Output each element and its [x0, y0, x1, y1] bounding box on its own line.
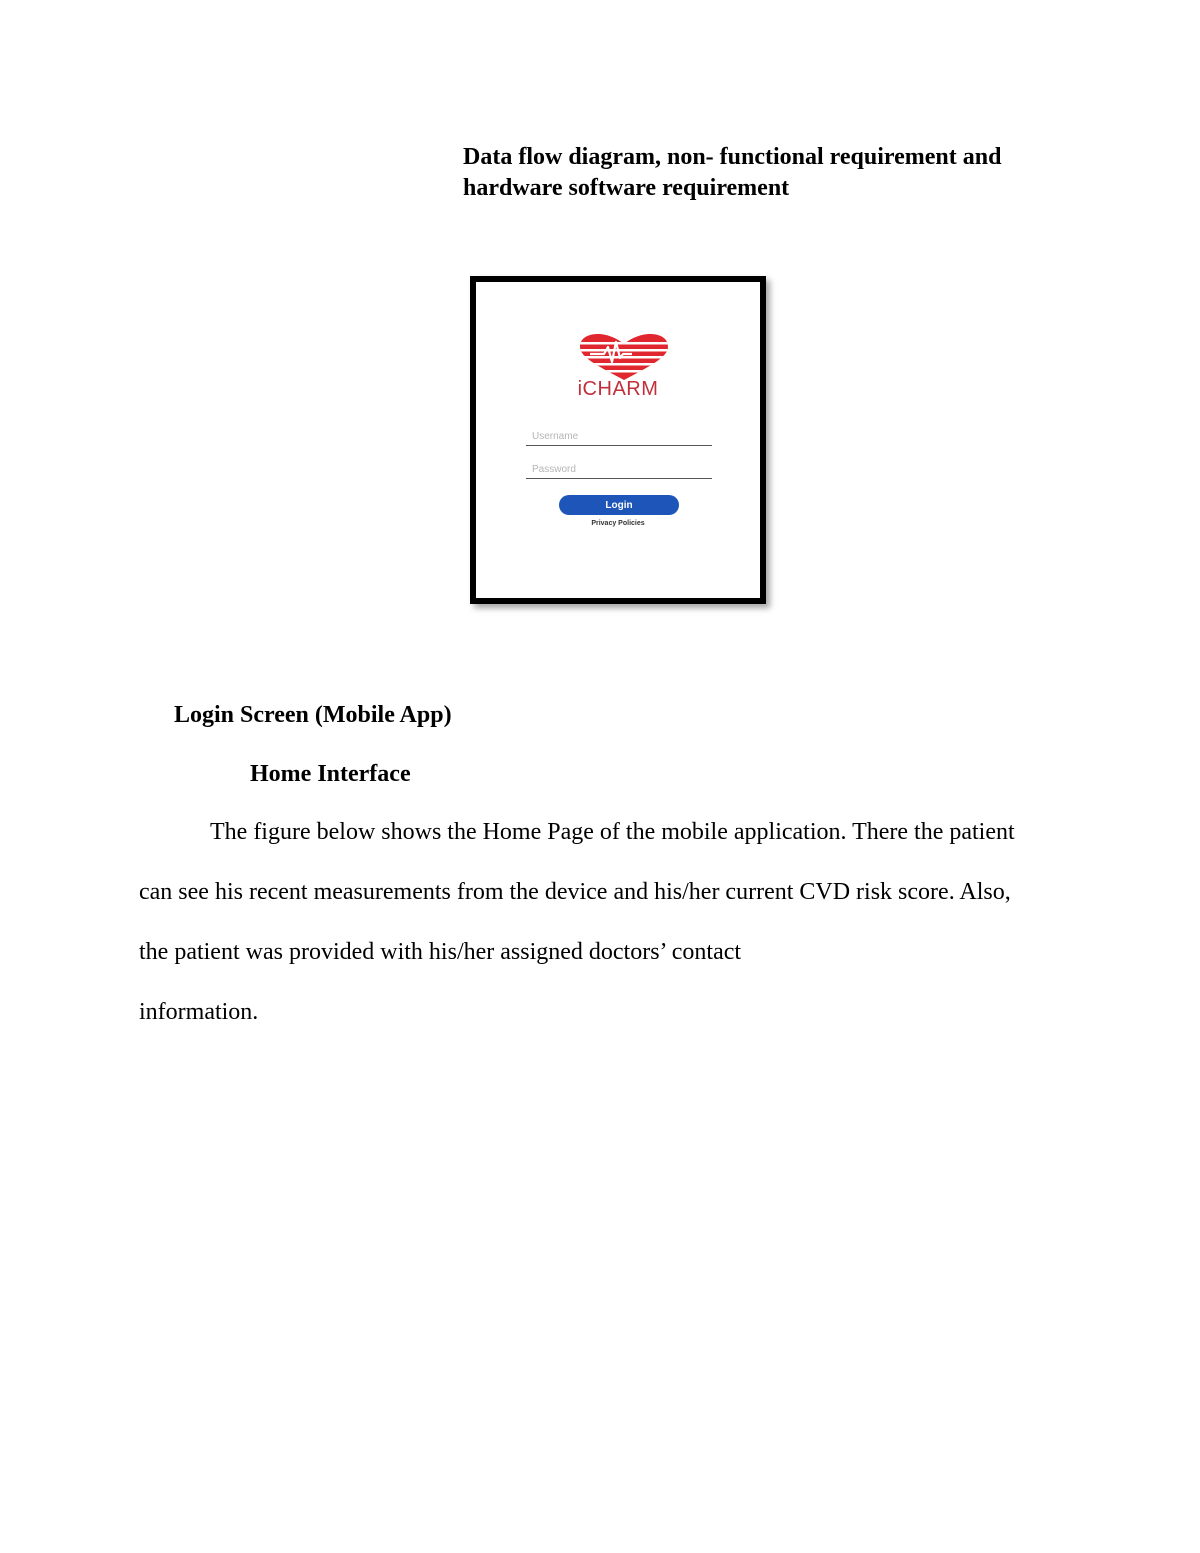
document-title: [463, 142, 1103, 204]
heart-pulse-icon: [574, 334, 674, 382]
section-heading: Home Interface: [250, 761, 411, 787]
login-button[interactable]: Login: [559, 495, 679, 515]
body-paragraph: [139, 814, 1069, 1054]
paragraph-line: information.: [139, 999, 259, 1025]
login-screen-figure: [470, 276, 766, 604]
privacy-policies-link[interactable]: Privacy Policies: [591, 520, 645, 527]
paragraph-line: can see his recent measurements from the device and his/her current CVD risk score. Also,: [139, 879, 1011, 905]
username-field[interactable]: [526, 428, 712, 446]
figure-caption: Login Screen (Mobile App): [174, 702, 452, 728]
password-field[interactable]: [526, 461, 712, 479]
app-name-wordmark: iCHARM: [577, 378, 659, 400]
paragraph-line: The figure below shows the Home Page of the mobile application. There the patient: [210, 819, 1015, 845]
document-title-line-2: hardware software requirement: [463, 175, 790, 201]
document-title-line-1: Data flow diagram, non- functional requirement and: [463, 144, 1002, 170]
paragraph-line: the patient was provided with his/her assigned doctors’ contact: [139, 939, 742, 965]
